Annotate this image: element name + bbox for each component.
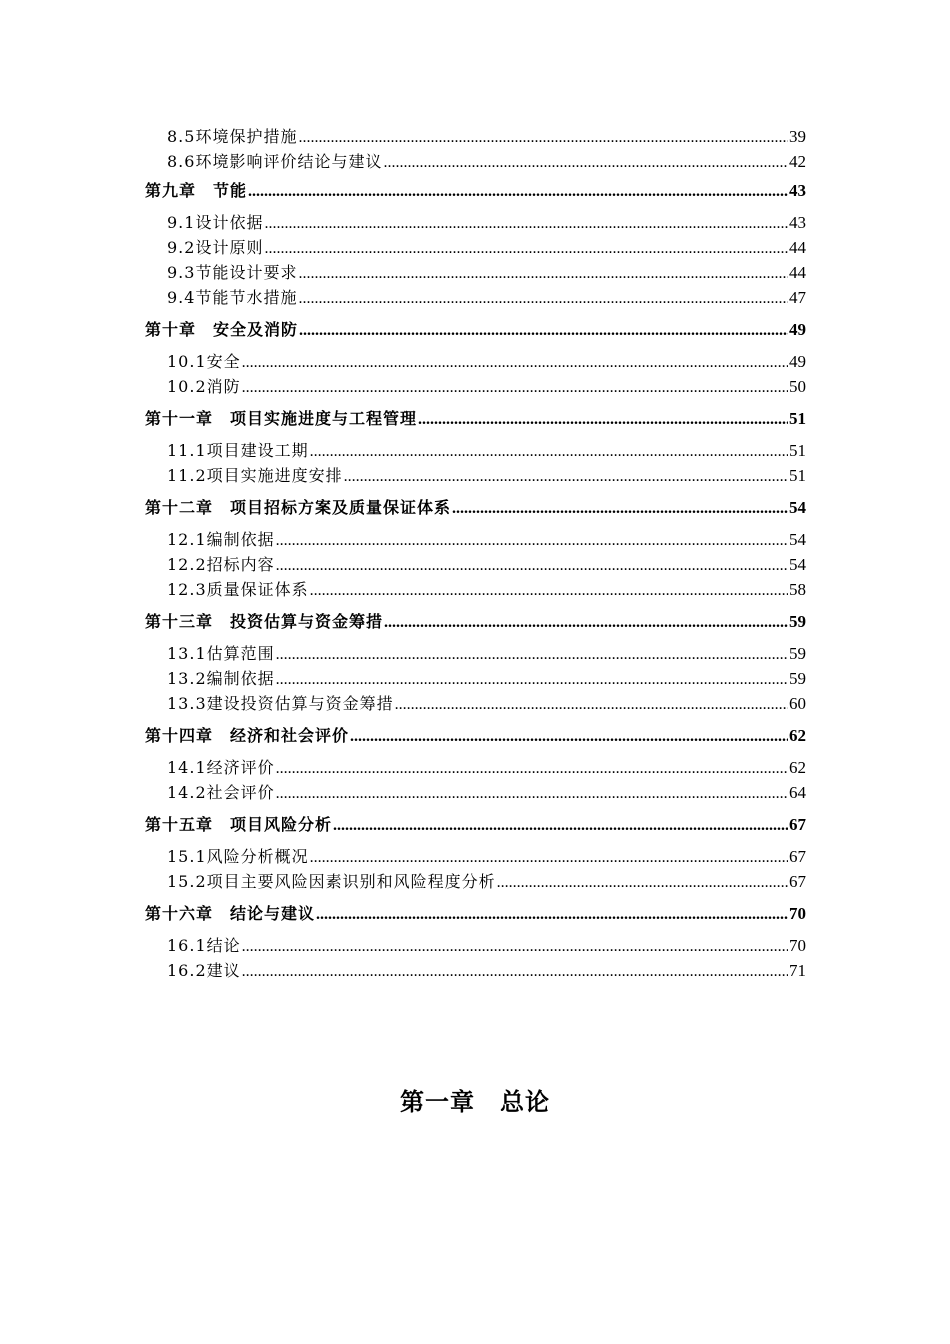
toc-page-number: 60 [789, 694, 806, 713]
toc-chapter-label: 第十三章 投资估算与资金筹措 [145, 612, 384, 631]
toc-entry[interactable] [0, 235, 806, 260]
toc-dot-leader [383, 150, 788, 175]
table-of-contents [0, 124, 950, 983]
toc-dot-leader [264, 236, 788, 261]
toc-entry-label: 13.1估算范围 [167, 644, 275, 663]
toc-page-number: 62 [789, 758, 806, 777]
toc-page-number: 59 [789, 644, 806, 663]
toc-entry[interactable] [0, 260, 806, 285]
toc-entry-label: 11.2项目实施进度安排 [167, 466, 343, 485]
toc-page-number: 59 [789, 669, 806, 688]
toc-dot-leader [310, 845, 788, 870]
toc-entry-label: 13.2编制依据 [167, 669, 275, 688]
toc-entry-label: 16.2建议 [167, 961, 241, 980]
toc-page-number: 54 [789, 530, 806, 549]
toc-entry[interactable] [0, 438, 806, 463]
toc-dot-leader [316, 900, 788, 929]
toc-entry[interactable] [0, 641, 806, 666]
toc-entry[interactable] [0, 463, 806, 488]
toc-entry-label: 8.6环境影响评价结论与建议 [167, 152, 383, 171]
toc-dot-leader [333, 811, 788, 840]
toc-page-number: 51 [789, 409, 806, 428]
toc-dot-leader [298, 125, 788, 150]
toc-page-number: 64 [789, 783, 806, 802]
toc-chapter-label: 第十一章 项目实施进度与工程管理 [145, 409, 418, 428]
toc-page-number: 43 [789, 213, 806, 232]
toc-page-number: 54 [789, 555, 806, 574]
toc-dot-leader [350, 722, 788, 751]
toc-page-number: 59 [789, 612, 806, 631]
toc-dot-leader [264, 211, 788, 236]
toc-page-number: 44 [789, 263, 806, 282]
toc-page-number: 70 [789, 904, 806, 923]
toc-entry[interactable] [0, 149, 806, 174]
toc-page-number: 70 [789, 936, 806, 955]
toc-entry[interactable] [0, 780, 806, 805]
toc-chapter-entry[interactable] [0, 404, 806, 433]
toc-page-number: 51 [789, 441, 806, 460]
toc-entry[interactable] [0, 552, 806, 577]
toc-dot-leader [276, 528, 788, 553]
toc-entry-label: 10.2消防 [167, 377, 241, 396]
toc-chapter-entry[interactable] [0, 315, 806, 344]
toc-chapter-entry[interactable] [0, 721, 806, 750]
toc-entry[interactable] [0, 869, 806, 894]
toc-page-number: 39 [789, 127, 806, 146]
toc-page-number: 44 [789, 238, 806, 257]
toc-dot-leader [452, 494, 788, 523]
toc-chapter-entry[interactable] [0, 176, 806, 205]
toc-entry-label: 12.3质量保证体系 [167, 580, 309, 599]
toc-dot-leader [395, 692, 788, 717]
toc-entry-label: 12.1编制依据 [167, 530, 275, 549]
toc-entry[interactable] [0, 844, 806, 869]
toc-dot-leader [276, 667, 788, 692]
toc-dot-leader [276, 756, 788, 781]
toc-dot-leader [310, 439, 788, 464]
toc-entry[interactable] [0, 577, 806, 602]
toc-page-number: 49 [789, 352, 806, 371]
toc-page-number: 67 [789, 872, 806, 891]
toc-page-number: 47 [789, 288, 806, 307]
toc-entry-label: 8.5环境保护措施 [167, 127, 298, 146]
toc-dot-leader [344, 464, 788, 489]
toc-entry-label: 16.1结论 [167, 936, 241, 955]
toc-page-number: 62 [789, 726, 806, 745]
toc-chapter-entry[interactable] [0, 493, 806, 522]
toc-entry-label: 9.1设计依据 [167, 213, 264, 232]
toc-entry-label: 11.1项目建设工期 [167, 441, 309, 460]
toc-entry[interactable] [0, 527, 806, 552]
toc-page-number: 43 [789, 181, 806, 200]
toc-page-number: 54 [789, 498, 806, 517]
toc-entry-label: 9.4节能节水措施 [167, 288, 298, 307]
toc-page-number: 67 [789, 847, 806, 866]
toc-entry[interactable] [0, 691, 806, 716]
toc-dot-leader [242, 959, 788, 984]
toc-dot-leader [276, 553, 788, 578]
toc-page-number: 50 [789, 377, 806, 396]
toc-entry-label: 15.2项目主要风险因素识别和风险程度分析 [167, 872, 496, 891]
toc-entry[interactable] [0, 210, 806, 235]
toc-chapter-label: 第九章 节能 [145, 181, 248, 200]
toc-entry[interactable] [0, 374, 806, 399]
toc-entry-label: 9.3节能设计要求 [167, 263, 298, 282]
toc-chapter-label: 第十五章 项目风险分析 [145, 815, 333, 834]
toc-entry-label: 10.1安全 [167, 352, 241, 371]
toc-chapter-label: 第十四章 经济和社会评价 [145, 726, 350, 745]
toc-chapter-entry[interactable] [0, 607, 806, 636]
toc-entry[interactable] [0, 958, 806, 983]
toc-entry-label: 12.2招标内容 [167, 555, 275, 574]
toc-chapter-label: 第十六章 结论与建议 [145, 904, 316, 923]
toc-dot-leader [298, 286, 788, 311]
toc-dot-leader [497, 870, 788, 895]
toc-chapter-label: 第十章 安全及消防 [145, 320, 299, 339]
toc-dot-leader [310, 578, 788, 603]
toc-entry[interactable] [0, 349, 806, 374]
toc-entry[interactable] [0, 933, 806, 958]
toc-dot-leader [242, 375, 788, 400]
toc-page-number: 49 [789, 320, 806, 339]
toc-entry[interactable] [0, 666, 806, 691]
toc-page-number: 67 [789, 815, 806, 834]
toc-dot-leader [418, 405, 788, 434]
toc-dot-leader [242, 350, 788, 375]
toc-page-number: 71 [789, 961, 806, 980]
toc-entry-label: 9.2设计原则 [167, 238, 264, 257]
chapter-heading: 第一章 总论 [400, 1088, 550, 1116]
toc-entry[interactable] [0, 285, 806, 310]
toc-dot-leader [276, 781, 788, 806]
toc-dot-leader [298, 261, 788, 286]
toc-chapter-entry[interactable] [0, 899, 806, 928]
toc-chapter-entry[interactable] [0, 810, 806, 839]
toc-dot-leader [276, 642, 788, 667]
toc-page-number: 51 [789, 466, 806, 485]
toc-dot-leader [299, 316, 788, 345]
toc-entry-label: 14.2社会评价 [167, 783, 275, 802]
toc-page-number: 58 [789, 580, 806, 599]
toc-entry[interactable] [0, 124, 806, 149]
toc-dot-leader [242, 934, 788, 959]
toc-dot-leader [248, 177, 788, 206]
toc-entry-label: 14.1经济评价 [167, 758, 275, 777]
toc-entry-label: 13.3建设投资估算与资金筹措 [167, 694, 394, 713]
toc-page-number: 42 [789, 152, 806, 171]
toc-entry[interactable] [0, 755, 806, 780]
toc-chapter-label: 第十二章 项目招标方案及质量保证体系 [145, 498, 452, 517]
toc-dot-leader [384, 608, 788, 637]
toc-entry-label: 15.1风险分析概况 [167, 847, 309, 866]
